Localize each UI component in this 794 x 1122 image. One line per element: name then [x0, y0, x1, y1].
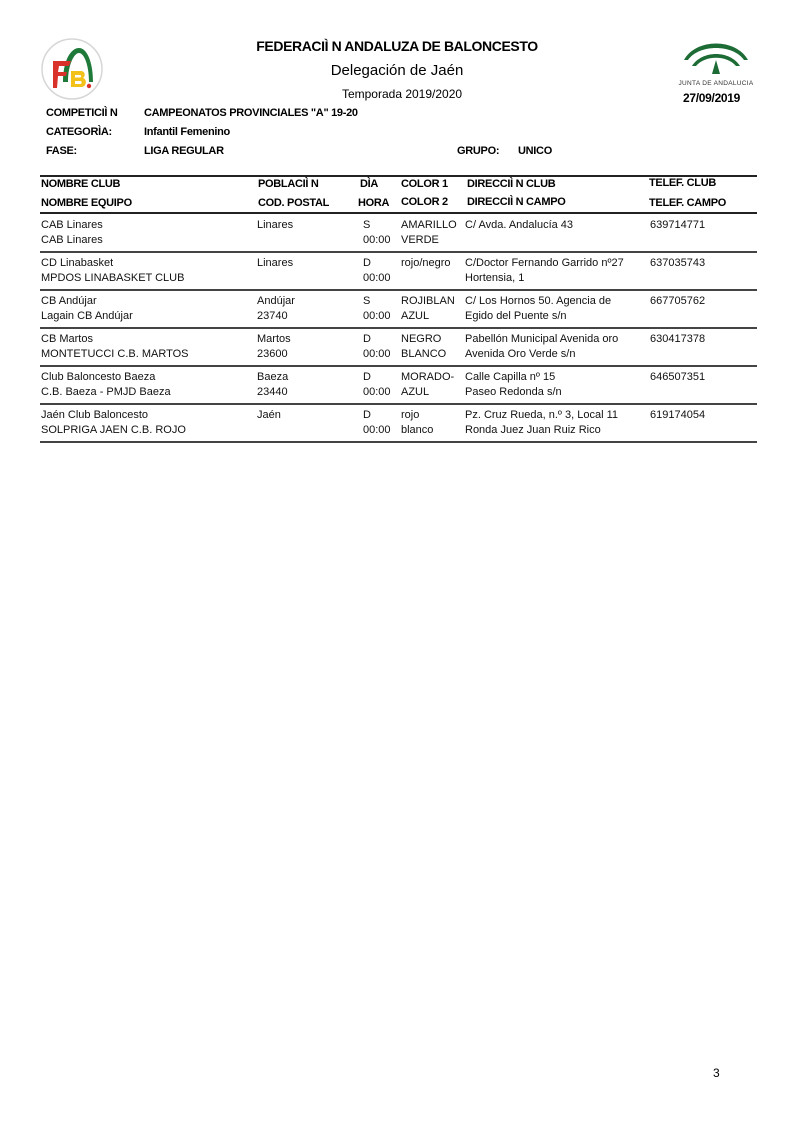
team-name: MONTETUCCI C.B. MARTOS: [41, 348, 189, 360]
game-time: 00:00: [363, 310, 391, 322]
color-2: VERDE: [401, 234, 439, 246]
team-name: C.B. Baeza - PMJD Baeza: [41, 386, 171, 398]
game-time: 00:00: [363, 348, 391, 360]
row-divider: [40, 441, 757, 443]
phone-club: 619174054: [650, 409, 706, 421]
address-club: C/ Avda. Andalucía 43: [465, 219, 574, 231]
svg-text:JUNTA DE ANDALUCIA: JUNTA DE ANDALUCIA: [678, 80, 754, 87]
club-name: CB Andújar: [41, 295, 97, 307]
table-header-rule: [40, 212, 757, 214]
address-club: C/ Los Hornos 50. Agencia de: [465, 295, 612, 307]
report-date: 27/09/2019: [683, 91, 741, 105]
phone-club: 637035743: [650, 257, 706, 269]
address-field: Avenida Oro Verde s/n: [465, 348, 576, 360]
club-name: CAB Linares: [41, 219, 103, 231]
header-postal: COD. POSTAL: [258, 197, 330, 209]
header-color1: COLOR 1: [401, 178, 448, 190]
header-address-field: DIRECCIÌ N CAMPO: [467, 196, 566, 208]
season-label: Temporada 2019/2020: [341, 87, 463, 101]
club-name: CD Linabasket: [41, 257, 114, 269]
color-1: AMARILLO: [401, 219, 457, 231]
phone-club: 630417378: [650, 333, 706, 345]
postal-code: 23740: [257, 310, 288, 322]
game-time: 00:00: [363, 424, 391, 436]
team-name: CAB Linares: [41, 234, 103, 246]
category-label: CATEGORÌA:: [46, 126, 112, 138]
town: Jaén: [257, 409, 281, 421]
header-phone-club: TELEF. CLUB: [649, 177, 716, 189]
color-2: blanco: [401, 424, 434, 436]
game-day: D: [363, 409, 371, 421]
header-team: NOMBRE EQUIPO: [41, 197, 132, 209]
row-divider: [40, 403, 757, 405]
team-name: SOLPRIGA JAEN C.B. ROJO: [41, 424, 186, 436]
competition-value: CAMPEONATOS PROVINCIALES "A" 19-20: [144, 107, 358, 119]
header-address-club: DIRECCIÌ N CLUB: [467, 178, 556, 190]
address-club: Pz. Cruz Rueda, n.º 3, Local 11: [465, 409, 619, 421]
address-club: Calle Capilla nº 15: [465, 371, 556, 383]
row-divider: [40, 289, 757, 291]
phase-value: LIGA REGULAR: [144, 145, 224, 157]
federation-title: FEDERACIÌ N ANDALUZA DE BALONCESTO: [256, 38, 538, 54]
address-club: C/Doctor Fernando Garrido nº27: [465, 257, 624, 269]
header-day: DÌA: [360, 178, 379, 190]
club-name: CB Martos: [41, 333, 93, 345]
color-1: NEGRO: [401, 333, 442, 345]
game-day: D: [363, 257, 371, 269]
delegation-title: Delegación de Jaén: [330, 62, 464, 79]
group-label: GRUPO:: [457, 145, 500, 157]
color-1: rojo/negro: [401, 257, 451, 269]
game-time: 00:00: [363, 234, 391, 246]
club-name: Jaén Club Baloncesto: [41, 409, 149, 421]
game-time: 00:00: [363, 386, 391, 398]
phone-club: 646507351: [650, 371, 706, 383]
category-value: Infantil Femenino: [144, 126, 230, 138]
header-club: NOMBRE CLUB: [41, 178, 121, 190]
address-field: Hortensia, 1: [465, 272, 525, 284]
row-divider: [40, 251, 757, 253]
group-value: UNICO: [518, 145, 552, 157]
phone-club: 639714771: [650, 219, 706, 231]
postal-code: 23600: [257, 348, 288, 360]
phase-label: FASE:: [46, 145, 77, 157]
color-2: AZUL: [401, 386, 430, 398]
row-divider: [40, 365, 757, 367]
town: Andújar: [257, 295, 295, 307]
header-time: HORA: [358, 197, 390, 209]
town: Martos: [257, 333, 291, 345]
color-2: AZUL: [401, 310, 430, 322]
color-1: ROJIBLAN: [401, 295, 455, 307]
color-2: BLANCO: [401, 348, 447, 360]
address-field: Ronda Juez Juan Ruiz Rico: [465, 424, 601, 436]
color-1: MORADO-: [401, 371, 455, 383]
town: Linares: [257, 257, 294, 269]
address-field: Paseo Redonda s/n: [465, 386, 562, 398]
address-field: Egido del Puente s/n: [465, 310, 567, 322]
game-time: 00:00: [363, 272, 391, 284]
header-town: POBLACIÌ N: [258, 178, 319, 190]
game-day: D: [363, 333, 371, 345]
header-color2: COLOR 2: [401, 196, 448, 208]
postal-code: 23440: [257, 386, 288, 398]
row-divider: [40, 327, 757, 329]
page-number: 3: [713, 1066, 720, 1080]
address-club: Pabellón Municipal Avenida oro: [465, 333, 619, 345]
game-day: S: [363, 295, 371, 307]
team-name: Lagain CB Andújar: [41, 310, 133, 322]
color-1: rojo: [401, 409, 420, 421]
game-day: D: [363, 371, 371, 383]
town: Linares: [257, 219, 294, 231]
town: Baeza: [257, 371, 289, 383]
club-name: Club Baloncesto Baeza: [41, 371, 156, 383]
header-phone-field: TELEF. CAMPO: [649, 197, 727, 209]
phone-club: 667705762: [650, 295, 706, 307]
team-name: MPDOS LINABASKET CLUB: [41, 272, 185, 284]
competition-label: COMPETICIÌ N: [46, 107, 118, 119]
game-day: S: [363, 219, 371, 231]
